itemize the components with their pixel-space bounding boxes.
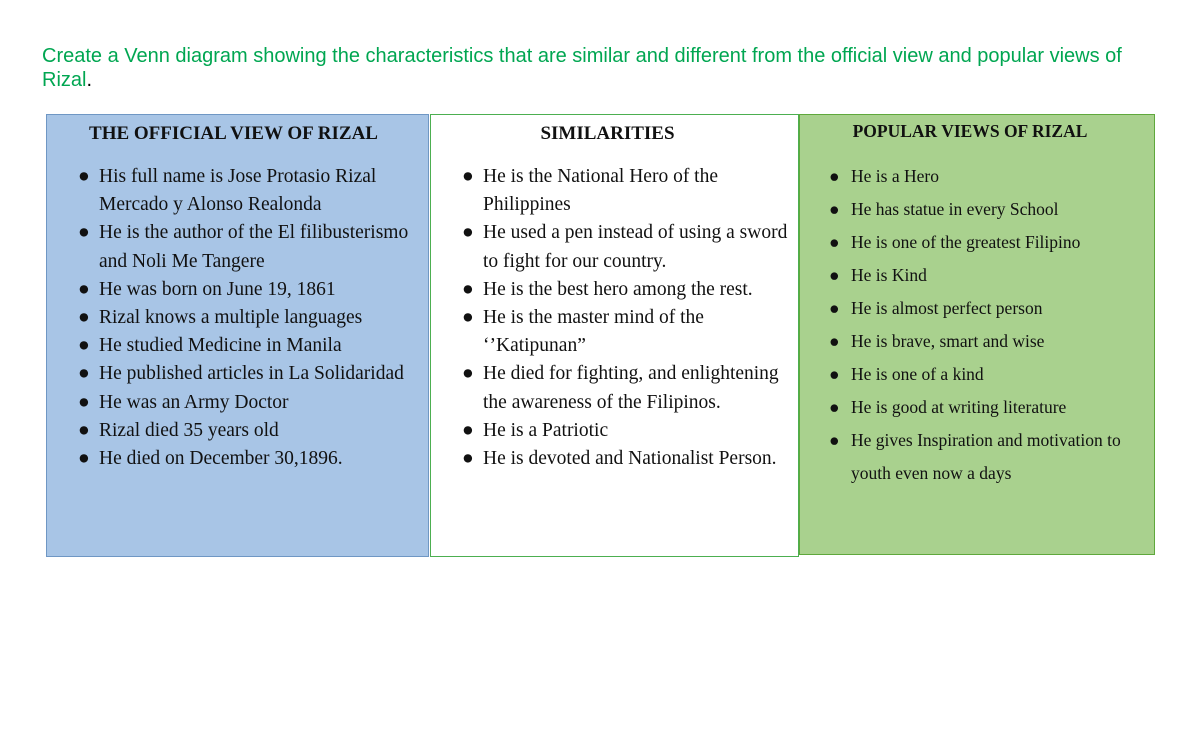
bullet-icon: ● [462, 278, 474, 300]
list-item-text: He is a Hero [851, 166, 939, 186]
list-item-text: He has statue in every School [851, 199, 1059, 219]
similarities-list [431, 163, 798, 473]
list-item-text: He was born on June 19, 1861 [99, 278, 336, 300]
list-item-text: He is the master mind of the ‘’Katipunan” [483, 307, 704, 357]
bullet-icon: ● [78, 166, 90, 187]
bullet-icon: ● [462, 222, 474, 244]
list-item-text: Rizal died 35 years old [99, 419, 279, 441]
popular-views-box [799, 114, 1155, 555]
list-item [829, 292, 1150, 325]
bullet-icon: ● [462, 448, 474, 470]
list-item [462, 360, 792, 416]
list-item [78, 389, 422, 417]
list-item [78, 360, 422, 388]
bullet-icon: ● [829, 397, 840, 417]
list-item-text: He is good at writing literature [851, 397, 1067, 417]
list-item-text: He is one of a kind [851, 364, 984, 384]
bullet-icon: ● [78, 222, 90, 244]
bullet-icon: ● [462, 166, 474, 187]
list-item [829, 259, 1150, 292]
list-item [78, 445, 422, 473]
list-item [462, 276, 792, 304]
list-item [829, 325, 1150, 358]
bullet-icon: ● [829, 331, 840, 351]
list-item [462, 219, 792, 275]
similarities-box [430, 114, 799, 557]
bullet-icon: ● [829, 232, 840, 252]
official-view-list [47, 163, 428, 473]
list-item-text: He is almost perfect person [851, 298, 1043, 318]
list-item-text: He is one of the greatest Filipino [851, 232, 1081, 252]
bullet-icon: ● [78, 419, 90, 441]
popular-views-title: POPULAR VIEWS OF RIZAL [852, 121, 1088, 141]
list-item [462, 304, 792, 360]
instruction-period: . [86, 69, 93, 91]
list-item [78, 304, 422, 332]
list-item [462, 417, 792, 445]
list-item [462, 445, 792, 473]
bullet-icon: ● [829, 265, 840, 285]
list-item [829, 391, 1150, 424]
list-item-text: He died for fighting, and enlightening the awareness of the Filipinos. [483, 363, 779, 413]
list-item-text: He is brave, smart and wise [851, 331, 1045, 351]
list-item [78, 219, 422, 275]
official-view-box [46, 114, 429, 557]
instruction-text [42, 44, 1152, 92]
list-item-text: He used a pen instead of using a sword to fight for our country. [483, 222, 788, 272]
list-item-text: He gives Inspiration and motivation to youth even now a days [851, 430, 1121, 483]
list-item-text: He published articles in La Solidaridad [99, 363, 404, 385]
list-item [829, 358, 1150, 391]
list-item [78, 332, 422, 360]
list-item [462, 163, 792, 219]
popular-views-list [800, 160, 1154, 490]
list-item-text: His full name is Jose Protasio Rizal Mercado y Alonso Realonda [99, 166, 377, 216]
list-item [829, 424, 1150, 490]
bullet-icon: ● [78, 335, 90, 357]
list-item-text: He is Kind [851, 265, 927, 285]
list-item [78, 163, 422, 219]
bullet-icon: ● [78, 391, 90, 413]
list-item-text: He is a Patriotic [483, 419, 609, 441]
bullet-icon: ● [829, 298, 840, 318]
list-item-text: He studied Medicine in Manila [99, 335, 342, 357]
list-item-text: He is the best hero among the rest. [483, 278, 753, 300]
instruction-body: Create a Venn diagram showing the characteristics that are similar and different from the official view and popular views of Rizal [42, 45, 1122, 91]
list-item [78, 417, 422, 445]
bullet-icon: ● [829, 430, 840, 450]
bullet-icon: ● [78, 278, 90, 300]
bullet-icon: ● [78, 448, 90, 470]
list-item-text: He is devoted and Nationalist Person. [483, 448, 777, 470]
list-item-text: Rizal knows a multiple languages [99, 307, 363, 329]
bullet-icon: ● [462, 419, 474, 441]
list-item [829, 160, 1150, 193]
similarities-title: SIMILARITIES [540, 123, 675, 144]
list-item [829, 193, 1150, 226]
official-view-title: THE OFFICIAL VIEW OF RIZAL [89, 123, 378, 144]
bullet-icon: ● [829, 199, 840, 219]
list-item-text: He is the National Hero of the Philippines [483, 166, 719, 216]
bullet-icon: ● [462, 363, 474, 385]
bullet-icon: ● [462, 307, 474, 329]
list-item-text: He was an Army Doctor [99, 391, 289, 413]
bullet-icon: ● [829, 364, 840, 384]
bullet-icon: ● [78, 363, 90, 385]
list-item [78, 276, 422, 304]
list-item-text: He died on December 30,1896. [99, 448, 343, 470]
bullet-icon: ● [78, 307, 90, 329]
list-item-text: He is the author of the El filibusterismo and Noli Me Tangere [99, 222, 409, 272]
list-item [829, 226, 1150, 259]
bullet-icon: ● [829, 166, 840, 186]
